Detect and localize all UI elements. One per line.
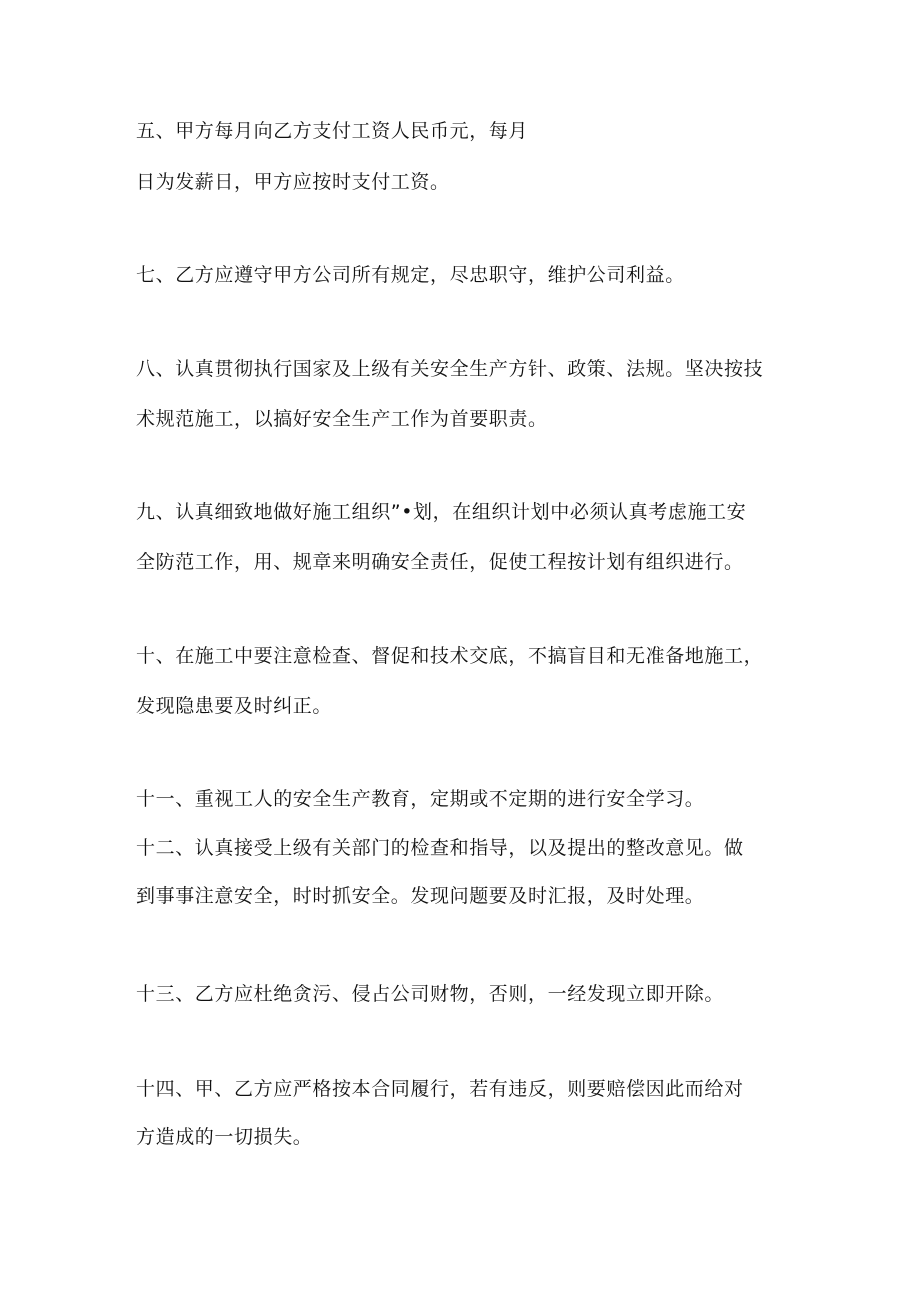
text-line: 九、认真细致地做好施工组织”•划，在组织计划中必须认真考虑施工安 xyxy=(136,501,747,523)
text-line: 到事事注意安全，时时抓安全。发现问题要及时汇报，及时处理。 xyxy=(136,885,705,907)
text-line: 十一、重视工人的安全生产教育，定期或不定期的进行安全学习。 xyxy=(136,788,705,810)
text-line: 方造成的一切损失。 xyxy=(136,1126,313,1148)
text-line: 十二、认真接受上级有关部门的检查和指导，以及提出的整改意见。做 xyxy=(136,837,744,859)
text-line: 日为发薪日，甲方应按时支付工资。 xyxy=(136,171,450,193)
text-line: 全防范工作，用、规章来明确安全责任，促使工程按计划有组织进行。 xyxy=(136,551,744,573)
text-line: 五、甲方每月向乙方支付工资人民币元，每月 xyxy=(136,120,529,142)
text-line: 发现隐患要及时纠正。 xyxy=(136,695,333,717)
text-line: 八、认真贯彻执行国家及上级有关安全生产方针、政策、法规。坚决按技 xyxy=(136,358,764,380)
text-line: 十三、乙方应杜绝贪污、侵占公司财物，否则，一经发现立即开除。 xyxy=(136,983,725,1005)
text-line: 十、在施工中要注意检查、督促和技术交底，不搞盲目和无准备地施工， xyxy=(136,645,764,667)
text-line: 七、乙方应遵守甲方公司所有规定，尽忠职守，维护公司利益。 xyxy=(136,264,685,286)
text-line: 术规范施工，以搞好安全生产工作为首要职责。 xyxy=(136,408,548,430)
text-line: 十四、甲、乙方应严格按本合同履行，若有违反，则要赔偿因此而给对 xyxy=(136,1078,744,1100)
